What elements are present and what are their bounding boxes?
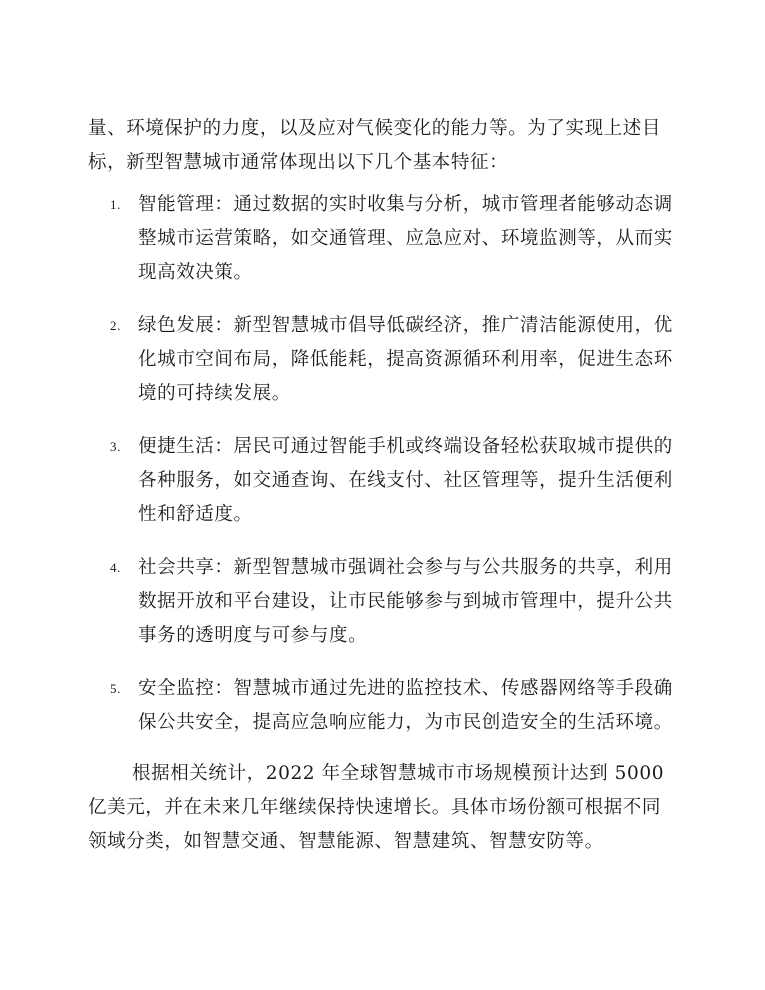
list-item xyxy=(107,551,682,653)
list-item-text: 安全监控：智慧城市通过先进的监控技术、传感器网络等手段确保公共安全，提高应急响应能力，为市民创造安全的生活环境。 xyxy=(138,678,673,733)
list-item xyxy=(107,188,682,290)
list-item-text: 智能管理：通过数据的实时收集与分析，城市管理者能够动态调整城市运营策略，如交通管理、应急应对、环境监测等，从而实现高效决策。 xyxy=(138,194,673,283)
list-item-number: 3. xyxy=(110,439,121,454)
list-item xyxy=(107,309,682,411)
list-item-number: 5. xyxy=(110,681,121,696)
list-item xyxy=(107,430,682,532)
list-item-text: 便捷生活：居民可通过智能手机或终端设备轻松获取城市提供的各种服务，如交通查询、在线支付、社区管理等，提升生活便利性和舒适度。 xyxy=(138,436,673,525)
closing-paragraph: 根据相关统计，2022 年全球智慧城市市场规模预计达到 5000 亿美元，并在未来几年继续保持快速增长。具体市场份额可根据不同领域分类，如智慧交通、智慧能源、智慧建筑、智慧安防等。 xyxy=(88,763,665,852)
list-item-text: 绿色发展：新型智慧城市倡导低碳经济，推广清洁能源使用，优化城市空间布局，降低能耗，提高资源循环利用率，促进生态环境的可持续发展。 xyxy=(138,315,673,404)
intro-paragraph: 量、环境保护的力度，以及应对气候变化的能力等。为了实现上述目标，新型智慧城市通常体现出以下几个基本特征： xyxy=(88,118,662,173)
list-item-number: 2. xyxy=(110,318,121,333)
list-item-text: 社会共享：新型智慧城市强调社会参与与公共服务的共享，利用数据开放和平台建设，让市民能够参与到城市管理中，提升公共事务的透明度与可参与度。 xyxy=(138,557,673,646)
list-item-number: 4. xyxy=(110,560,121,575)
list-item-number: 1. xyxy=(110,197,121,212)
list-item xyxy=(107,672,682,740)
feature-list xyxy=(107,188,682,759)
